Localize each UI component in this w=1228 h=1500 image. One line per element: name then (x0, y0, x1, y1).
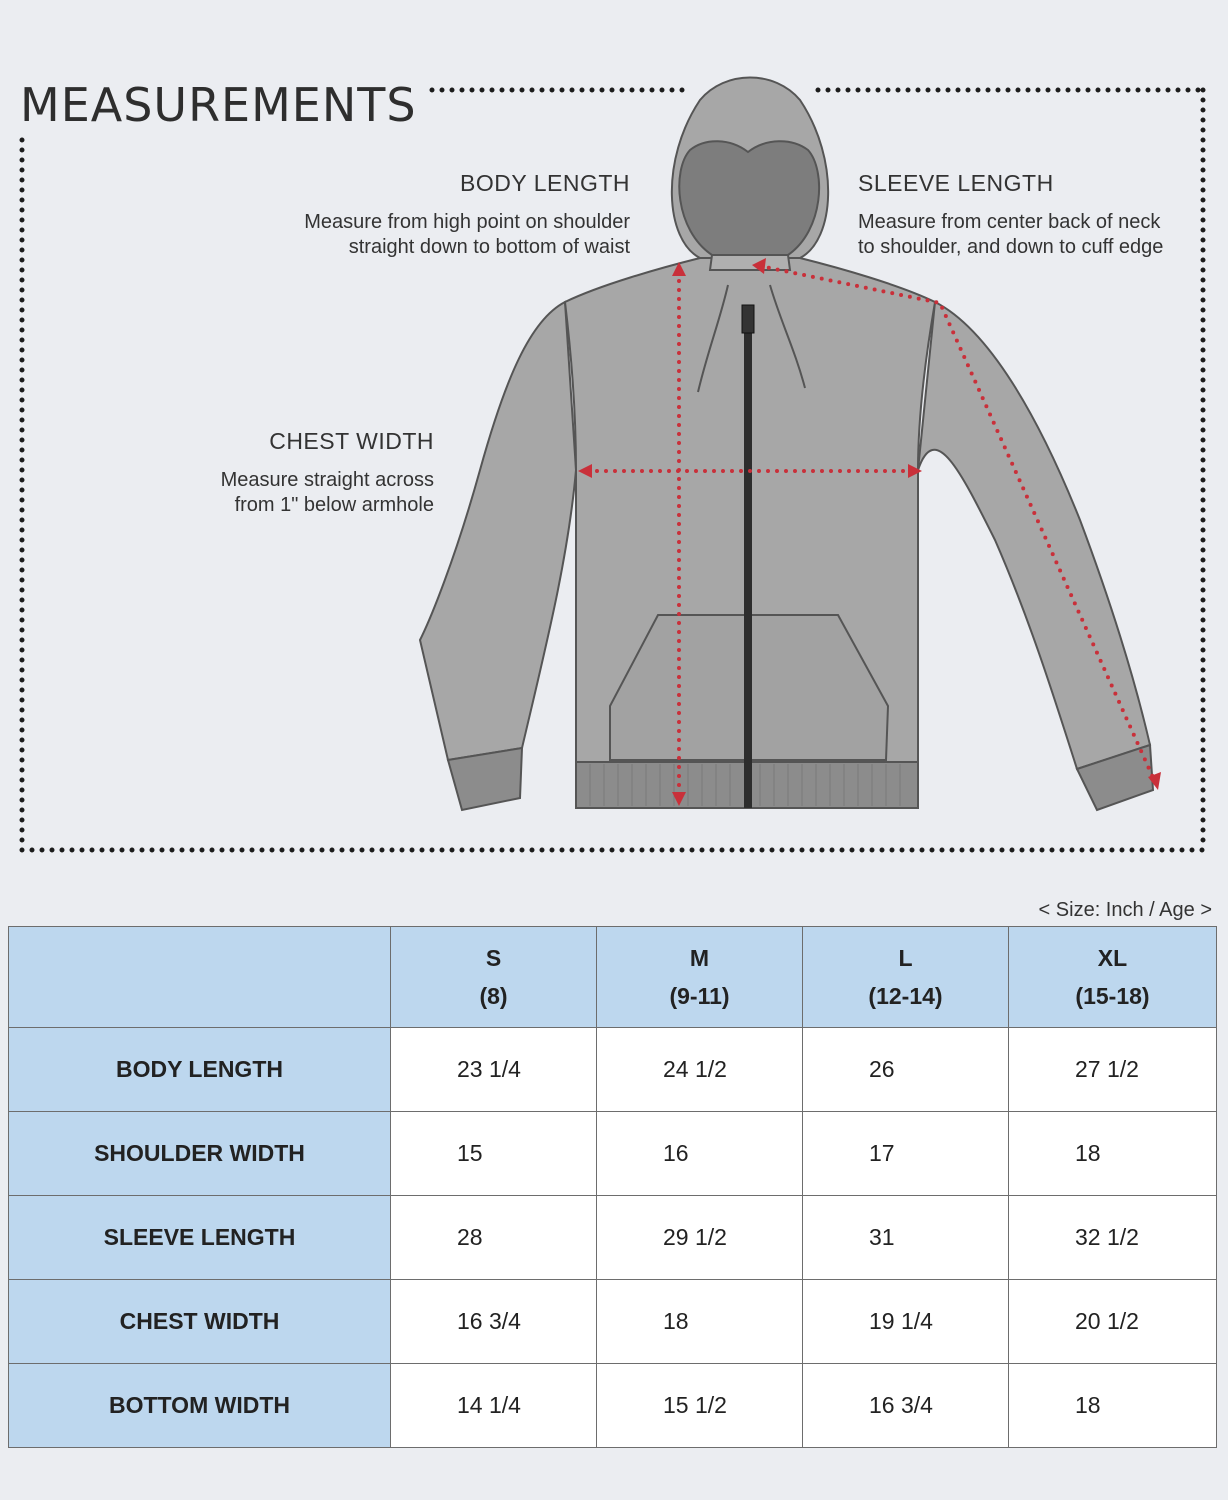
sleeve-length-heading: SLEEVE LENGTH (858, 170, 1054, 196)
column-header (391, 927, 597, 1028)
row-label: BOTTOM WIDTH (9, 1364, 391, 1448)
size-label: XL (1097, 945, 1128, 971)
table-cell: 31 (803, 1196, 1009, 1280)
page-title: MEASUREMENTS (20, 78, 417, 132)
size-unit-note: < Size: Inch / Age > (1038, 899, 1212, 921)
size-label: L (898, 945, 913, 971)
age-label: (9-11) (669, 983, 730, 1009)
table-row (9, 1364, 1217, 1448)
body-length-heading: BODY LENGTH (460, 170, 630, 196)
body-length-description (304, 210, 630, 260)
age-label: (12-14) (868, 983, 943, 1009)
table-cell: 28 (391, 1196, 597, 1280)
body-length-line2: straight down to bottom of waist (348, 236, 630, 258)
column-header (597, 927, 803, 1028)
sleeve-length-description (858, 210, 1163, 260)
table-cell: 29 1/2 (597, 1196, 803, 1280)
table-row (9, 1028, 1217, 1112)
table-cell: 16 3/4 (391, 1280, 597, 1364)
row-label: CHEST WIDTH (9, 1280, 391, 1364)
table-cell: 32 1/2 (1009, 1196, 1217, 1280)
table-cell: 20 1/2 (1009, 1280, 1217, 1364)
table-row (9, 1280, 1217, 1364)
table-row (9, 1112, 1217, 1196)
age-label: (15-18) (1075, 983, 1150, 1009)
table-cell: 16 (597, 1112, 803, 1196)
column-header (1009, 927, 1217, 1028)
table-cell: 18 (1009, 1112, 1217, 1196)
table-cell: 15 1/2 (597, 1364, 803, 1448)
size-label: S (485, 945, 502, 971)
chest-width-heading: CHEST WIDTH (269, 428, 434, 454)
table-cell: 23 1/4 (391, 1028, 597, 1112)
table-cell: 26 (803, 1028, 1009, 1112)
size-chart-table (8, 926, 1217, 1448)
table-cell: 16 3/4 (803, 1364, 1009, 1448)
table-cell: 17 (803, 1112, 1009, 1196)
size-label: M (689, 945, 710, 971)
table-cell: 27 1/2 (1009, 1028, 1217, 1112)
row-label: BODY LENGTH (9, 1028, 391, 1112)
table-cell: 19 1/4 (803, 1280, 1009, 1364)
age-label: (8) (479, 983, 508, 1009)
table-cell: 18 (1009, 1364, 1217, 1448)
table-row (9, 1196, 1217, 1280)
table-cell: 24 1/2 (597, 1028, 803, 1112)
sleeve-length-line1: Measure from center back of neck (858, 211, 1161, 233)
chest-width-description (221, 468, 434, 518)
table-cell: 18 (597, 1280, 803, 1364)
row-label: SLEEVE LENGTH (9, 1196, 391, 1280)
table-cell: 14 1/4 (391, 1364, 597, 1448)
row-label: SHOULDER WIDTH (9, 1112, 391, 1196)
column-header (803, 927, 1009, 1028)
chest-width-line1: Measure straight across (220, 469, 434, 491)
chest-width-line2: from 1" below armhole (234, 494, 434, 516)
sleeve-length-line2: to shoulder, and down to cuff edge (858, 236, 1164, 258)
table-cell: 15 (391, 1112, 597, 1196)
body-length-line1: Measure from high point on shoulder (304, 211, 630, 233)
table-corner-cell (9, 927, 391, 1028)
table-header-row (9, 927, 1217, 1028)
